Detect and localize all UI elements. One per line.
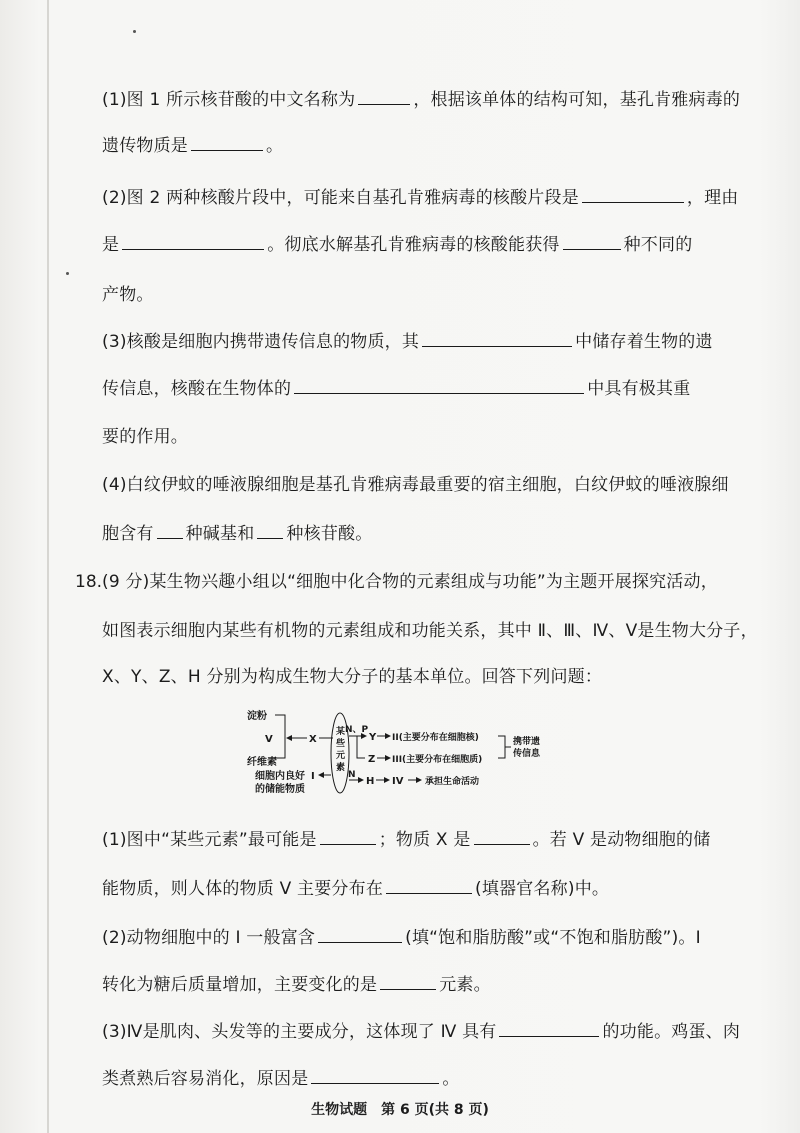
q18-part3-line2 (102, 1067, 460, 1090)
text: ，理由 (686, 188, 739, 208)
text: (1)图中“某些元素”最可能是 (102, 830, 317, 850)
text: 遗传物质是 (102, 136, 188, 156)
q17-part3-line1 (102, 330, 713, 353)
answer-blank[interactable] (320, 828, 376, 845)
answer-blank[interactable] (358, 88, 410, 105)
q17-part2-line1 (102, 186, 739, 209)
text: 。若 V 是动物细胞的储 (532, 830, 711, 850)
text: 类煮熟后容易消化，原因是 (102, 1069, 309, 1089)
label-carry-line2: 传信息 (513, 749, 541, 759)
text: (2)动物细胞中的 Ⅰ 一般富含 (102, 928, 316, 948)
text: 要的作用。 (102, 427, 188, 447)
label-center-elements (335, 725, 345, 773)
answer-blank[interactable] (257, 522, 283, 539)
text: 中储存着生物的遗 (575, 332, 713, 352)
text: 元素。 (439, 975, 491, 995)
text: 。 (266, 136, 284, 156)
text: 传信息，核酸在生物体的 (102, 379, 292, 399)
q17-part4-line2 (102, 522, 372, 545)
text: (4)白纹伊蚊的唾液腺细胞是基孔肯雅病毒最重要的宿主细胞，白纹伊蚊的唾液腺细 (102, 475, 729, 495)
answer-blank[interactable] (191, 134, 263, 151)
answer-blank[interactable] (386, 877, 472, 894)
text: 产物。 (102, 285, 154, 305)
text: 。彻底水解基孔肯雅病毒的核酸能获得 (267, 235, 560, 255)
text: 是 (102, 235, 120, 255)
speck (66, 272, 69, 275)
center-char: 素 (336, 763, 346, 773)
label-carry-line1: 携带遗 (513, 737, 541, 747)
answer-blank[interactable] (157, 522, 183, 539)
text: 如图表示细胞内某些有机物的元素组成和功能关系，其中 Ⅱ、Ⅲ、Ⅳ、Ⅴ是生物大分子， (102, 621, 758, 641)
q17-part3-line2 (102, 377, 690, 400)
label-iii: III(主要分布在细胞质) (392, 755, 483, 765)
bracket-line (498, 736, 505, 758)
q17-part1-line1 (102, 88, 740, 111)
answer-blank[interactable] (563, 233, 621, 250)
text: (2)图 2 两种核酸片段中，可能来自基孔肯雅病毒的核酸片段是 (102, 188, 579, 208)
label-n: N (348, 770, 356, 780)
answer-blank[interactable] (311, 1067, 439, 1084)
q18-part1-line2 (102, 877, 609, 900)
answer-blank[interactable] (422, 330, 572, 347)
label-x: X (309, 734, 317, 745)
connector-line (349, 736, 365, 758)
text: 转化为糖后质量增加，主要变化的是 (102, 975, 378, 995)
q17-part2-line2 (102, 233, 692, 256)
label-ii: II(主要分布在细胞核) (392, 733, 479, 743)
label-life-activity: 承担生命活动 (425, 777, 480, 787)
text: 种不同的 (623, 235, 693, 255)
q17-part4-line1 (102, 474, 729, 496)
text: ；物质 X 是 (378, 830, 471, 850)
text: (3)Ⅳ是肌肉、头发等的主要成分，这体现了 Ⅳ 具有 (102, 1022, 497, 1042)
label-fat-line1: 细胞内良好 (255, 771, 305, 782)
answer-blank[interactable] (380, 973, 436, 990)
text: ，根据该单体的结构可知，基孔肯雅病毒的 (413, 90, 741, 110)
q18-part2-line2 (102, 973, 491, 996)
label-h: H (366, 776, 375, 787)
center-char: 某 (336, 727, 346, 737)
text: 胞含有 (102, 524, 154, 544)
label-one: I (311, 771, 315, 782)
text: (1)图 1 所示核苷酸的中文名称为 (102, 90, 356, 110)
q17-part2-line3 (102, 284, 154, 306)
label-cellulose: 纤维素 (247, 757, 277, 768)
text: 种碱基和 (185, 524, 255, 544)
page-footer: 生物试题 第 6 页(共 8 页) (311, 1102, 489, 1118)
center-char: 元 (336, 751, 346, 761)
answer-blank[interactable] (499, 1020, 599, 1037)
text: 能物质，则人体的物质 V 主要分布在 (102, 879, 384, 899)
label-iv: IV (392, 776, 404, 787)
label-fat-line2: 的储能物质 (255, 784, 305, 795)
q18-intro-line2 (102, 620, 758, 642)
text: (填器官名称)中。 (475, 879, 610, 899)
answer-blank[interactable] (474, 828, 530, 845)
answer-blank[interactable] (294, 377, 584, 394)
speck (133, 30, 136, 33)
answer-blank[interactable] (582, 186, 684, 203)
answer-blank[interactable] (318, 926, 402, 943)
question-number: 18. (75, 572, 103, 592)
q18-intro-line3 (102, 666, 602, 688)
q17-part1-line2 (102, 134, 283, 157)
center-char: 些 (336, 739, 346, 749)
answer-blank[interactable] (122, 233, 264, 250)
label-starch: 淀粉 (247, 711, 267, 722)
text: (填“饱和脂肪酸”或“不饱和脂肪酸”)。Ⅰ (405, 928, 701, 948)
label-v: V (265, 734, 273, 745)
label-z: Z (368, 754, 376, 765)
element-function-diagram (245, 708, 565, 804)
text: X、Y、Z、H 分别为构成生物大分子的基本单位。回答下列问题： (102, 667, 603, 687)
q18-intro-line1 (102, 571, 718, 593)
text: (3)核酸是细胞内携带遗传信息的物质，其 (102, 332, 420, 352)
label-y: Y (369, 732, 377, 743)
q18-part3-line1 (102, 1020, 740, 1043)
text: 中具有极其重 (587, 379, 691, 399)
text: 的功能。鸡蛋、肉 (602, 1022, 741, 1042)
label-np: N、P (345, 725, 369, 735)
q17-part3-line3 (102, 426, 188, 448)
text: (9 分)某生物兴趣小组以“细胞中化合物的元素组成与功能”为主题开展探究活动， (102, 572, 718, 592)
bracket-line (275, 715, 285, 758)
text: 。 (442, 1069, 460, 1089)
text: 种核苷酸。 (286, 524, 373, 544)
page-fold-line (47, 0, 49, 1133)
q18-part1-line1 (102, 828, 710, 851)
q18-part2-line1 (102, 926, 701, 949)
